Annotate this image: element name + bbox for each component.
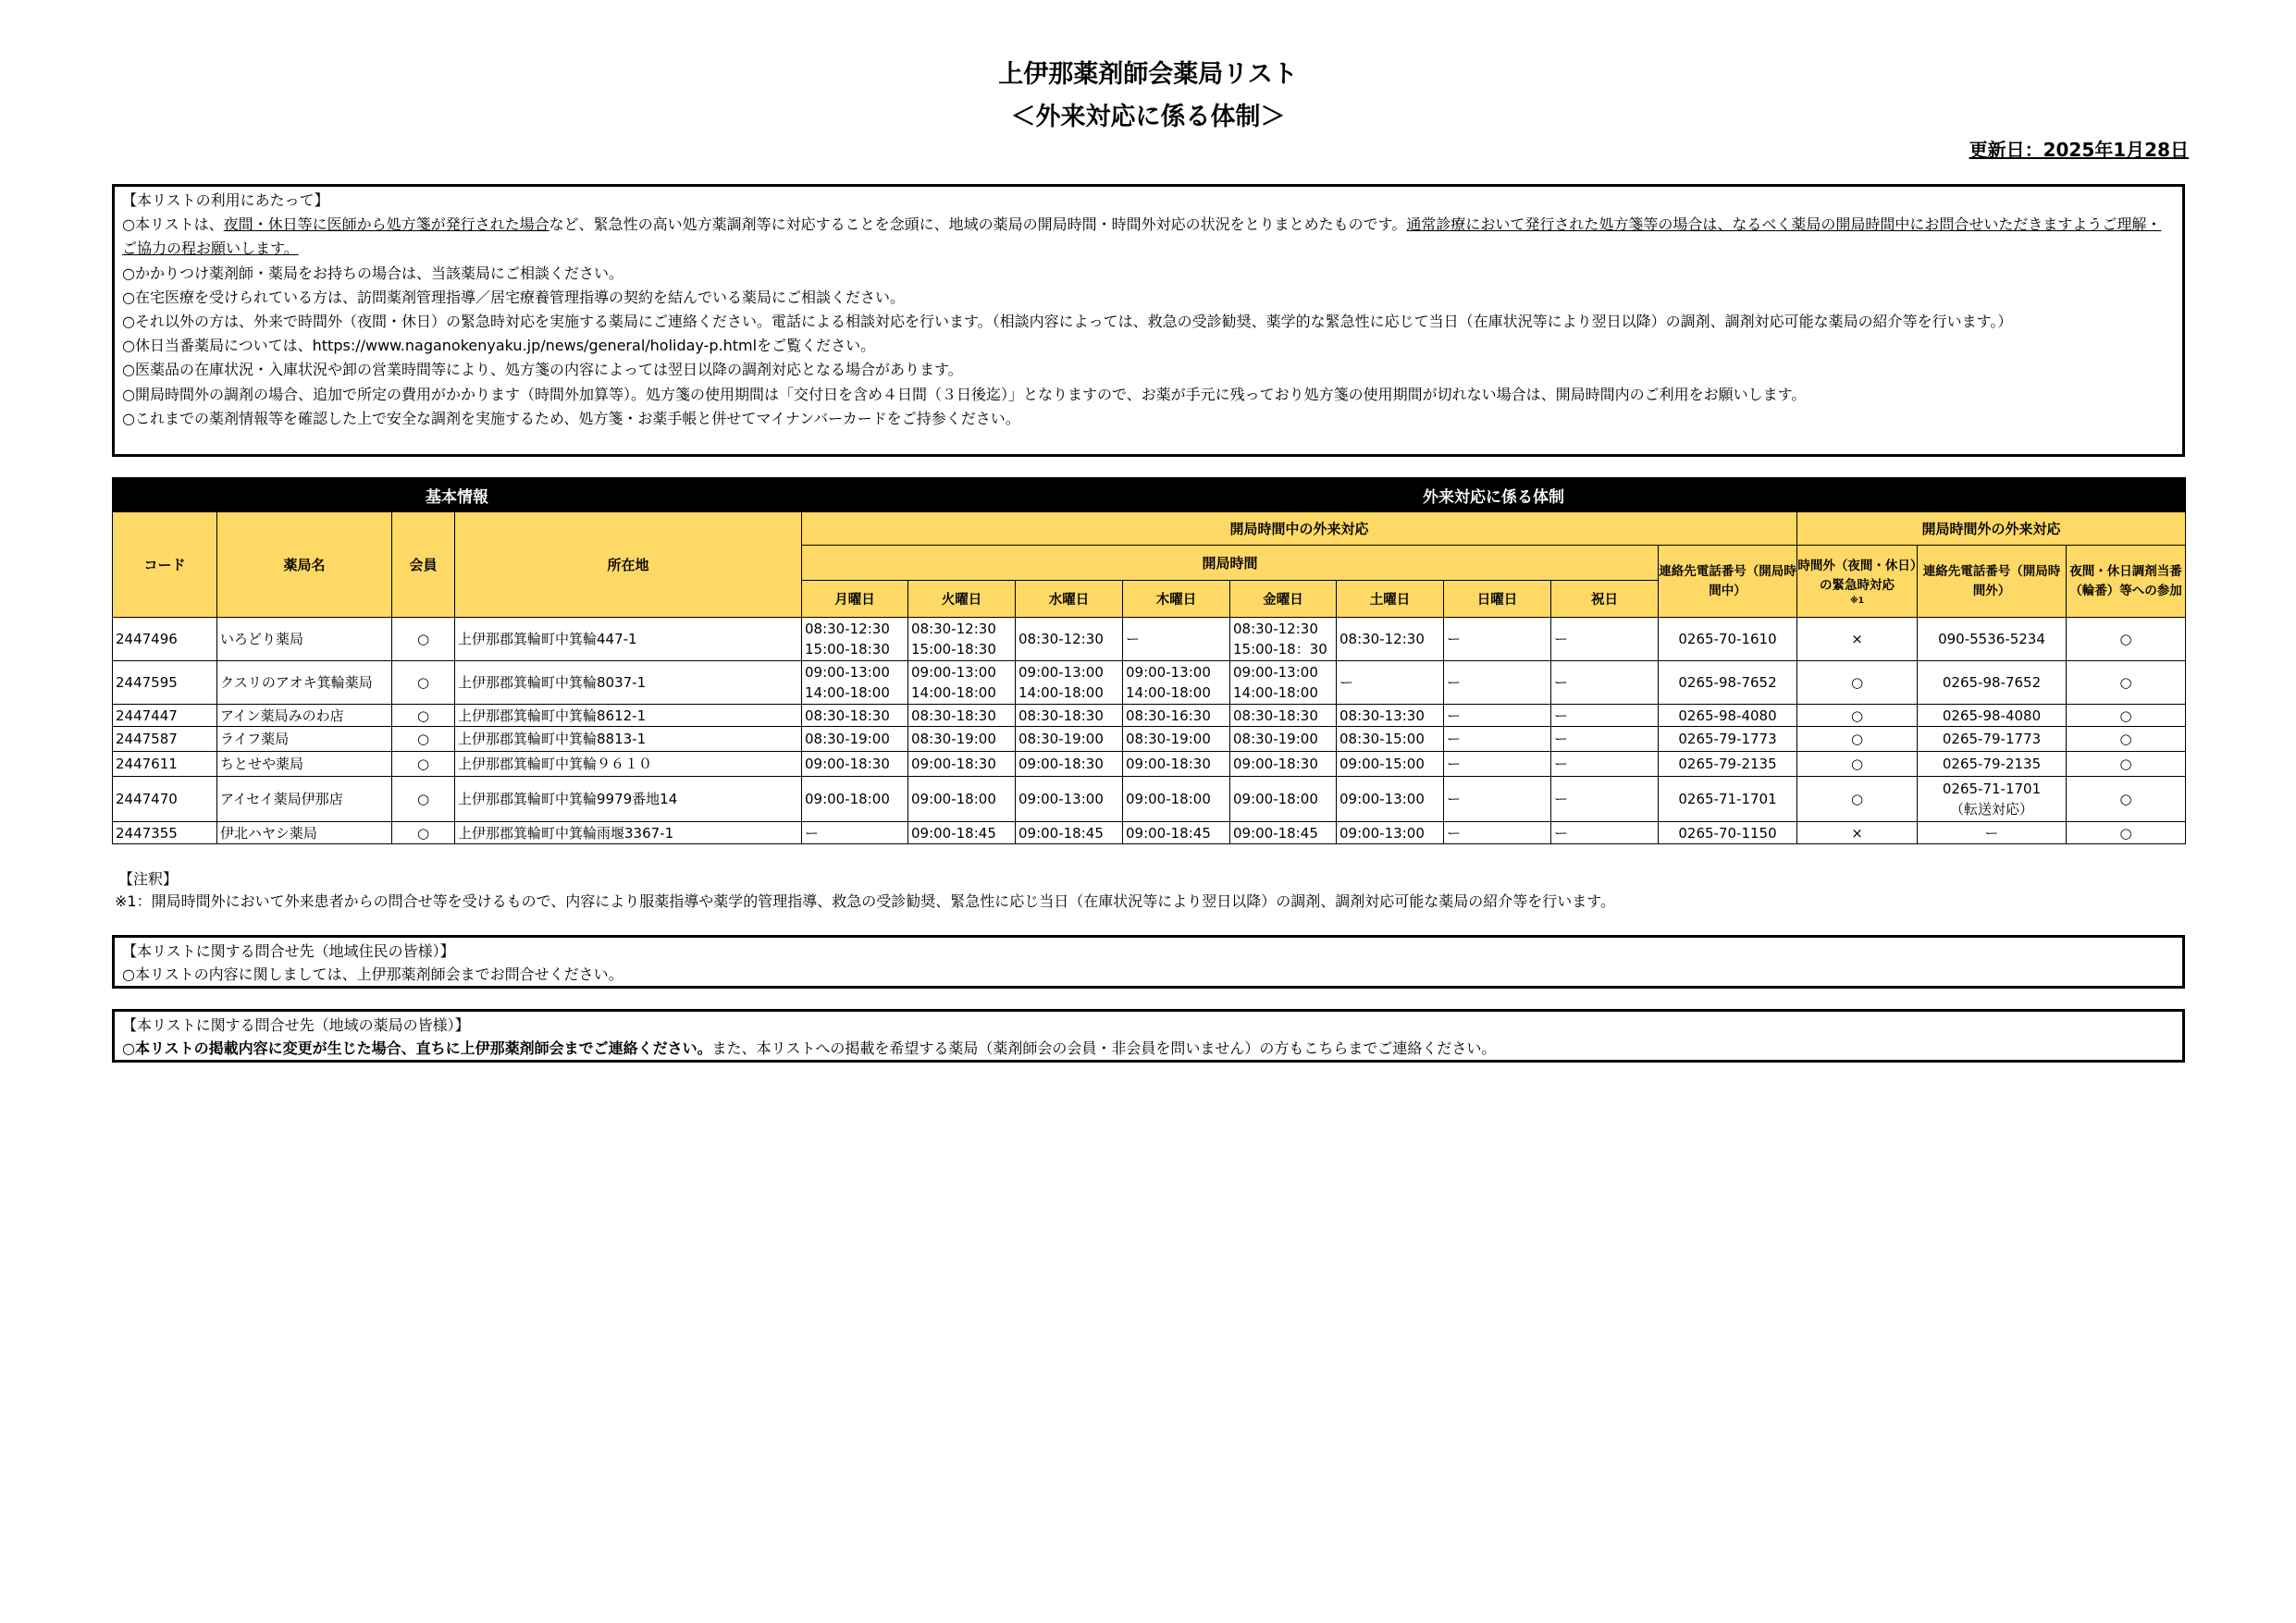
cell-tel-open: 0265-79-2135 bbox=[1659, 752, 1797, 777]
cell-member: ○ bbox=[392, 661, 455, 705]
cell-hours: 09:00-13:00 14:00-18:00 bbox=[1123, 661, 1230, 705]
pharmacy-table bbox=[112, 477, 2186, 844]
cell-hours: ー bbox=[1444, 752, 1551, 777]
header-name: 薬局名 bbox=[217, 512, 392, 618]
cell-tel-closed: 0265-71-1701 （転送対応） bbox=[1918, 777, 2067, 822]
inquiry-pharmacies-body bbox=[122, 1037, 2175, 1060]
cell-hours: 09:00-18:30 bbox=[1016, 752, 1123, 777]
cell-holiday-duty: ○ bbox=[2067, 705, 2186, 727]
header-day: 木曜日 bbox=[1123, 581, 1230, 618]
cell-hours: 09:00-18:30 bbox=[908, 752, 1016, 777]
header-day: 水曜日 bbox=[1016, 581, 1123, 618]
cell-hours: 09:00-18:45 bbox=[1230, 822, 1337, 844]
cell-hours: 08:30-18:30 bbox=[802, 705, 908, 727]
cell-address: 上伊那郡箕輪町中箕輪8612-1 bbox=[455, 705, 802, 727]
cell-emergency: ○ bbox=[1797, 661, 1918, 705]
cell-hours: 09:00-13:00 14:00-18:00 bbox=[1016, 661, 1123, 705]
cell-address: 上伊那郡箕輪町中箕輪9979番地14 bbox=[455, 777, 802, 822]
header-outside-hours: 開局時間外の外来対応 bbox=[1797, 512, 2186, 546]
cell-tel-open: 0265-70-1150 bbox=[1659, 822, 1797, 844]
cell-hours: 09:00-13:00 bbox=[1016, 777, 1123, 822]
page-subtitle: ＜外来対応に係る体制＞ bbox=[1010, 103, 1286, 131]
note-1: ※1：開局時間外において外来患者からの問合せ等を受けるもので、内容により服薬指導や薬学的管理指導、救急の受診勧奨、緊急性に応じ当日（在庫状況等により翌日以降）の調剤、調剤対応可能な薬局の紹介等を行います。 bbox=[115, 892, 1615, 910]
cell-code: 2447587 bbox=[113, 727, 217, 752]
cell-hours: 09:00-13:00 bbox=[1337, 777, 1444, 822]
table-row bbox=[113, 727, 2186, 752]
header-day: 火曜日 bbox=[908, 581, 1016, 618]
usage-paragraph-5: ○休日当番薬局については、https://www.naganokenyaku.jp/news/general/holiday-p.htmlをご覧ください。 bbox=[122, 337, 876, 355]
cell-hours: ー bbox=[1551, 777, 1659, 822]
cell-hours: ー bbox=[1123, 618, 1230, 661]
table-body bbox=[113, 618, 2186, 844]
cell-hours: 08:30-15:00 bbox=[1337, 727, 1444, 752]
cell-holiday-duty: ○ bbox=[2067, 777, 2186, 822]
cell-name: アイセイ薬局伊那店 bbox=[217, 777, 392, 822]
cell-tel-open: 0265-98-4080 bbox=[1659, 705, 1797, 727]
cell-hours: 09:00-13:00 bbox=[1337, 822, 1444, 844]
header-code: コード bbox=[113, 512, 217, 618]
header-day: 日曜日 bbox=[1444, 581, 1551, 618]
cell-name: ちとせや薬局 bbox=[217, 752, 392, 777]
inquiry-residents-box bbox=[112, 935, 2185, 989]
header-tel-open: 連絡先電話番号（開局時間中） bbox=[1659, 546, 1797, 618]
cell-tel-open: 0265-98-7652 bbox=[1659, 661, 1797, 705]
header-during-hours: 開局時間中の外来対応 bbox=[802, 512, 1797, 546]
cell-hours: ー bbox=[1551, 752, 1659, 777]
header-address: 所在地 bbox=[455, 512, 802, 618]
table-row bbox=[113, 661, 2186, 705]
cell-tel-open: 0265-79-1773 bbox=[1659, 727, 1797, 752]
cell-holiday-duty: ○ bbox=[2067, 727, 2186, 752]
cell-member: ○ bbox=[392, 727, 455, 752]
header-tel-closed: 連絡先電話番号（開局時間外） bbox=[1918, 546, 2067, 618]
cell-member: ○ bbox=[392, 705, 455, 727]
cell-tel-closed: ー bbox=[1918, 822, 2067, 844]
cell-emergency: × bbox=[1797, 822, 1918, 844]
cell-hours: 08:30-12:30 15:00-18：30 bbox=[1230, 618, 1337, 661]
cell-hours: 08:30-12:30 15:00-18:30 bbox=[908, 618, 1016, 661]
inquiry-pharmacies-box bbox=[112, 1009, 2185, 1063]
cell-holiday-duty: ○ bbox=[2067, 618, 2186, 661]
cell-name: アイン薬局みのわ店 bbox=[217, 705, 392, 727]
cell-tel-closed: 0265-79-2135 bbox=[1918, 752, 2067, 777]
cell-hours: ー bbox=[1444, 661, 1551, 705]
cell-tel-closed: 0265-79-1773 bbox=[1918, 727, 2067, 752]
cell-hours: 09:00-18:00 bbox=[1230, 777, 1337, 822]
header-emergency-note: ※1 bbox=[1849, 596, 1864, 606]
cell-hours: 09:00-18:00 bbox=[1123, 777, 1230, 822]
cell-member: ○ bbox=[392, 752, 455, 777]
cell-hours: ー bbox=[1551, 705, 1659, 727]
cell-hours: 09:00-18:00 bbox=[908, 777, 1016, 822]
cell-emergency: ○ bbox=[1797, 752, 1918, 777]
cell-hours: 08:30-12:30 bbox=[1337, 618, 1444, 661]
cell-code: 2447447 bbox=[113, 705, 217, 727]
updated-date: 更新日：2025年1月28日 bbox=[1969, 139, 2189, 161]
usage-paragraph-3: ○在宅医療を受けられている方は、訪問薬剤管理指導／居宅療養管理指導の契約を結んでいる薬局にご相談ください。 bbox=[122, 288, 905, 306]
cell-hours: 09:00-13:00 14:00-18:00 bbox=[908, 661, 1016, 705]
cell-hours: 08:30-18:30 bbox=[1016, 705, 1123, 727]
cell-emergency: ○ bbox=[1797, 777, 1918, 822]
inquiry-residents-heading: 【本リストに関する問合せ先（地域住民の皆様）】 bbox=[122, 942, 455, 960]
cell-holiday-duty: ○ bbox=[2067, 752, 2186, 777]
notes-heading: 【注釈】 bbox=[118, 870, 179, 888]
cell-hours: ー bbox=[1551, 661, 1659, 705]
cell-hours: ー bbox=[1551, 618, 1659, 661]
cell-name: クスリのアオキ箕輪薬局 bbox=[217, 661, 392, 705]
cell-hours: ー bbox=[1444, 705, 1551, 727]
cell-hours: 08:30-18:30 bbox=[908, 705, 1016, 727]
cell-hours: ー bbox=[1444, 777, 1551, 822]
header-emergency-label: 時間外（夜間・休日）の緊急時対応 bbox=[1797, 558, 1917, 593]
cell-holiday-duty: ○ bbox=[2067, 661, 2186, 705]
cell-hours: ー bbox=[1444, 618, 1551, 661]
header-day: 金曜日 bbox=[1230, 581, 1337, 618]
cell-hours: ー bbox=[1444, 822, 1551, 844]
usage-paragraph-1 bbox=[122, 213, 2175, 261]
usage-notice-box bbox=[112, 184, 2185, 457]
usage-p1-underline-2: 通常診療において発行された処方箋等の場合は、なるべく薬局の開局時間中にお問合せいただきますようご理解・ご協力の程お願いします。 bbox=[122, 215, 2162, 258]
cell-holiday-duty: ○ bbox=[2067, 822, 2186, 844]
usage-heading: 【本リストの利用にあたって】 bbox=[122, 191, 329, 209]
cell-hours: 08:30-18:30 bbox=[1230, 705, 1337, 727]
cell-tel-open: 0265-70-1610 bbox=[1659, 618, 1797, 661]
header-day: 土曜日 bbox=[1337, 581, 1444, 618]
header-outpatient-system: 外来対応に係る体制 bbox=[802, 478, 2186, 512]
page-title: 上伊那薬剤師会薬局リスト bbox=[998, 60, 1298, 89]
usage-paragraph-8: ○これまでの薬剤情報等を確認した上で安全な調剤を実施するため、処方箋・お薬手帳と併せてマイナンバーカードをご持参ください。 bbox=[122, 409, 1020, 427]
header-emergency bbox=[1797, 546, 1918, 618]
cell-member: ○ bbox=[392, 822, 455, 844]
cell-hours: 09:00-18:30 bbox=[1230, 752, 1337, 777]
cell-address: 上伊那郡箕輪町中箕輪９６１０ bbox=[455, 752, 802, 777]
cell-code: 2447496 bbox=[113, 618, 217, 661]
cell-code: 2447470 bbox=[113, 777, 217, 822]
table-row bbox=[113, 822, 2186, 844]
cell-hours: ー bbox=[802, 822, 908, 844]
cell-hours: ー bbox=[1551, 822, 1659, 844]
header-member: 会員 bbox=[392, 512, 455, 618]
cell-hours: 08:30-19:00 bbox=[1016, 727, 1123, 752]
cell-address: 上伊那郡箕輪町中箕輪8037-1 bbox=[455, 661, 802, 705]
cell-tel-closed: 0265-98-7652 bbox=[1918, 661, 2067, 705]
cell-code: 2447355 bbox=[113, 822, 217, 844]
table-row bbox=[113, 618, 2186, 661]
header-day: 祝日 bbox=[1551, 581, 1659, 618]
cell-hours: 09:00-13:00 14:00-18:00 bbox=[1230, 661, 1337, 705]
header-day: 月曜日 bbox=[802, 581, 908, 618]
header-basic-info: 基本情報 bbox=[113, 478, 802, 512]
cell-hours: ー bbox=[1337, 661, 1444, 705]
cell-hours: 08:30-13:30 bbox=[1337, 705, 1444, 727]
cell-tel-closed: 0265-98-4080 bbox=[1918, 705, 2067, 727]
cell-hours: 09:00-15:00 bbox=[1337, 752, 1444, 777]
cell-name: 伊北ハヤシ薬局 bbox=[217, 822, 392, 844]
cell-hours: ー bbox=[1444, 727, 1551, 752]
cell-member: ○ bbox=[392, 618, 455, 661]
usage-p1-text-b: など、緊急性の高い処方薬調剤等に対応することを念頭に、地域の薬局の開局時間・時間外対応の状況をとりまとめたものです。 bbox=[549, 215, 1407, 234]
cell-hours: 08:30-16:30 bbox=[1123, 705, 1230, 727]
cell-hours: 09:00-18:45 bbox=[908, 822, 1016, 844]
usage-paragraph-6: ○医薬品の在庫状況・入庫状況や卸の営業時間等により、処方箋の内容によっては翌日以降の調剤対応となる場合があります。 bbox=[122, 361, 963, 379]
cell-tel-open: 0265-71-1701 bbox=[1659, 777, 1797, 822]
cell-code: 2447611 bbox=[113, 752, 217, 777]
cell-member: ○ bbox=[392, 777, 455, 822]
cell-emergency: ○ bbox=[1797, 727, 1918, 752]
inquiry-pharmacies-heading: 【本リストに関する問合せ先（地域の薬局の皆様）】 bbox=[122, 1016, 470, 1034]
cell-hours: 09:00-18:00 bbox=[802, 777, 908, 822]
inquiry-residents-text: ○本リストの内容に関しましては、上伊那薬剤師会までお問合せください。 bbox=[122, 965, 623, 983]
cell-hours: 08:30-19:00 bbox=[802, 727, 908, 752]
cell-hours: ー bbox=[1551, 727, 1659, 752]
cell-hours: 09:00-18:45 bbox=[1123, 822, 1230, 844]
cell-name: ライフ薬局 bbox=[217, 727, 392, 752]
usage-paragraph-2: ○かかりつけ薬剤師・薬局をお持ちの場合は、当該薬局にご相談ください。 bbox=[122, 264, 623, 282]
cell-hours: 08:30-19:00 bbox=[1230, 727, 1337, 752]
cell-hours: 08:30-12:30 15:00-18:30 bbox=[802, 618, 908, 661]
cell-tel-closed: 090-5536-5234 bbox=[1918, 618, 2067, 661]
inquiry-pharmacies-text: また、本リストへの掲載を希望する薬局（薬剤師会の会員・非会員を問いません）の方もこちらまでご連絡ください。 bbox=[711, 1039, 1497, 1057]
cell-address: 上伊那郡箕輪町中箕輪8813-1 bbox=[455, 727, 802, 752]
table-row bbox=[113, 705, 2186, 727]
header-holiday-duty: 夜間・休日調剤当番（輪番）等への参加 bbox=[2067, 546, 2186, 618]
cell-hours: 09:00-18:45 bbox=[1016, 822, 1123, 844]
cell-code: 2447595 bbox=[113, 661, 217, 705]
usage-p1-underline-1: 夜間・休日等に医師から処方箋が発行された場合 bbox=[223, 215, 549, 234]
cell-hours: 09:00-18:30 bbox=[802, 752, 908, 777]
header-opening-hours: 開局時間 bbox=[802, 546, 1659, 581]
cell-emergency: ○ bbox=[1797, 705, 1918, 727]
usage-p1-text-a: ○本リストは、 bbox=[122, 215, 224, 234]
cell-hours: 08:30-19:00 bbox=[1123, 727, 1230, 752]
table-row bbox=[113, 752, 2186, 777]
table-row bbox=[113, 777, 2186, 822]
cell-emergency: × bbox=[1797, 618, 1918, 661]
cell-hours: 08:30-12:30 bbox=[1016, 618, 1123, 661]
usage-paragraph-7: ○開局時間外の調剤の場合、追加で所定の費用がかかります（時間外加算等）。処方箋の使用期間は「交付日を含め４日間（３日後迄）」となりますので、お薬が手元に残っており処方箋の使用期間が切れない場合は、開局時間内のご利用をお願いします。 bbox=[122, 385, 1807, 403]
inquiry-pharmacies-bold: ○本リストの掲載内容に変更が生じた場合、直ちに上伊那薬剤師会までご連絡ください。 bbox=[122, 1039, 712, 1057]
cell-address: 上伊那郡箕輪町中箕輪雨堰3367-1 bbox=[455, 822, 802, 844]
usage-paragraph-4: ○それ以外の方は、外来で時間外（夜間・休日）の緊急時対応を実施する薬局にご連絡ください。電話による相談対応を行います。（相談内容によっては、救急の受診勧奨、薬学的な緊急性に応じて当日（在庫状況等により翌日以降）の調剤、調剤対応可能な薬局の紹介等を行います。） bbox=[122, 313, 2013, 331]
cell-name: いろどり薬局 bbox=[217, 618, 392, 661]
cell-hours: 09:00-13:00 14:00-18:00 bbox=[802, 661, 908, 705]
cell-address: 上伊那郡箕輪町中箕輪447-1 bbox=[455, 618, 802, 661]
cell-hours: 09:00-18:30 bbox=[1123, 752, 1230, 777]
cell-hours: 08:30-19:00 bbox=[908, 727, 1016, 752]
